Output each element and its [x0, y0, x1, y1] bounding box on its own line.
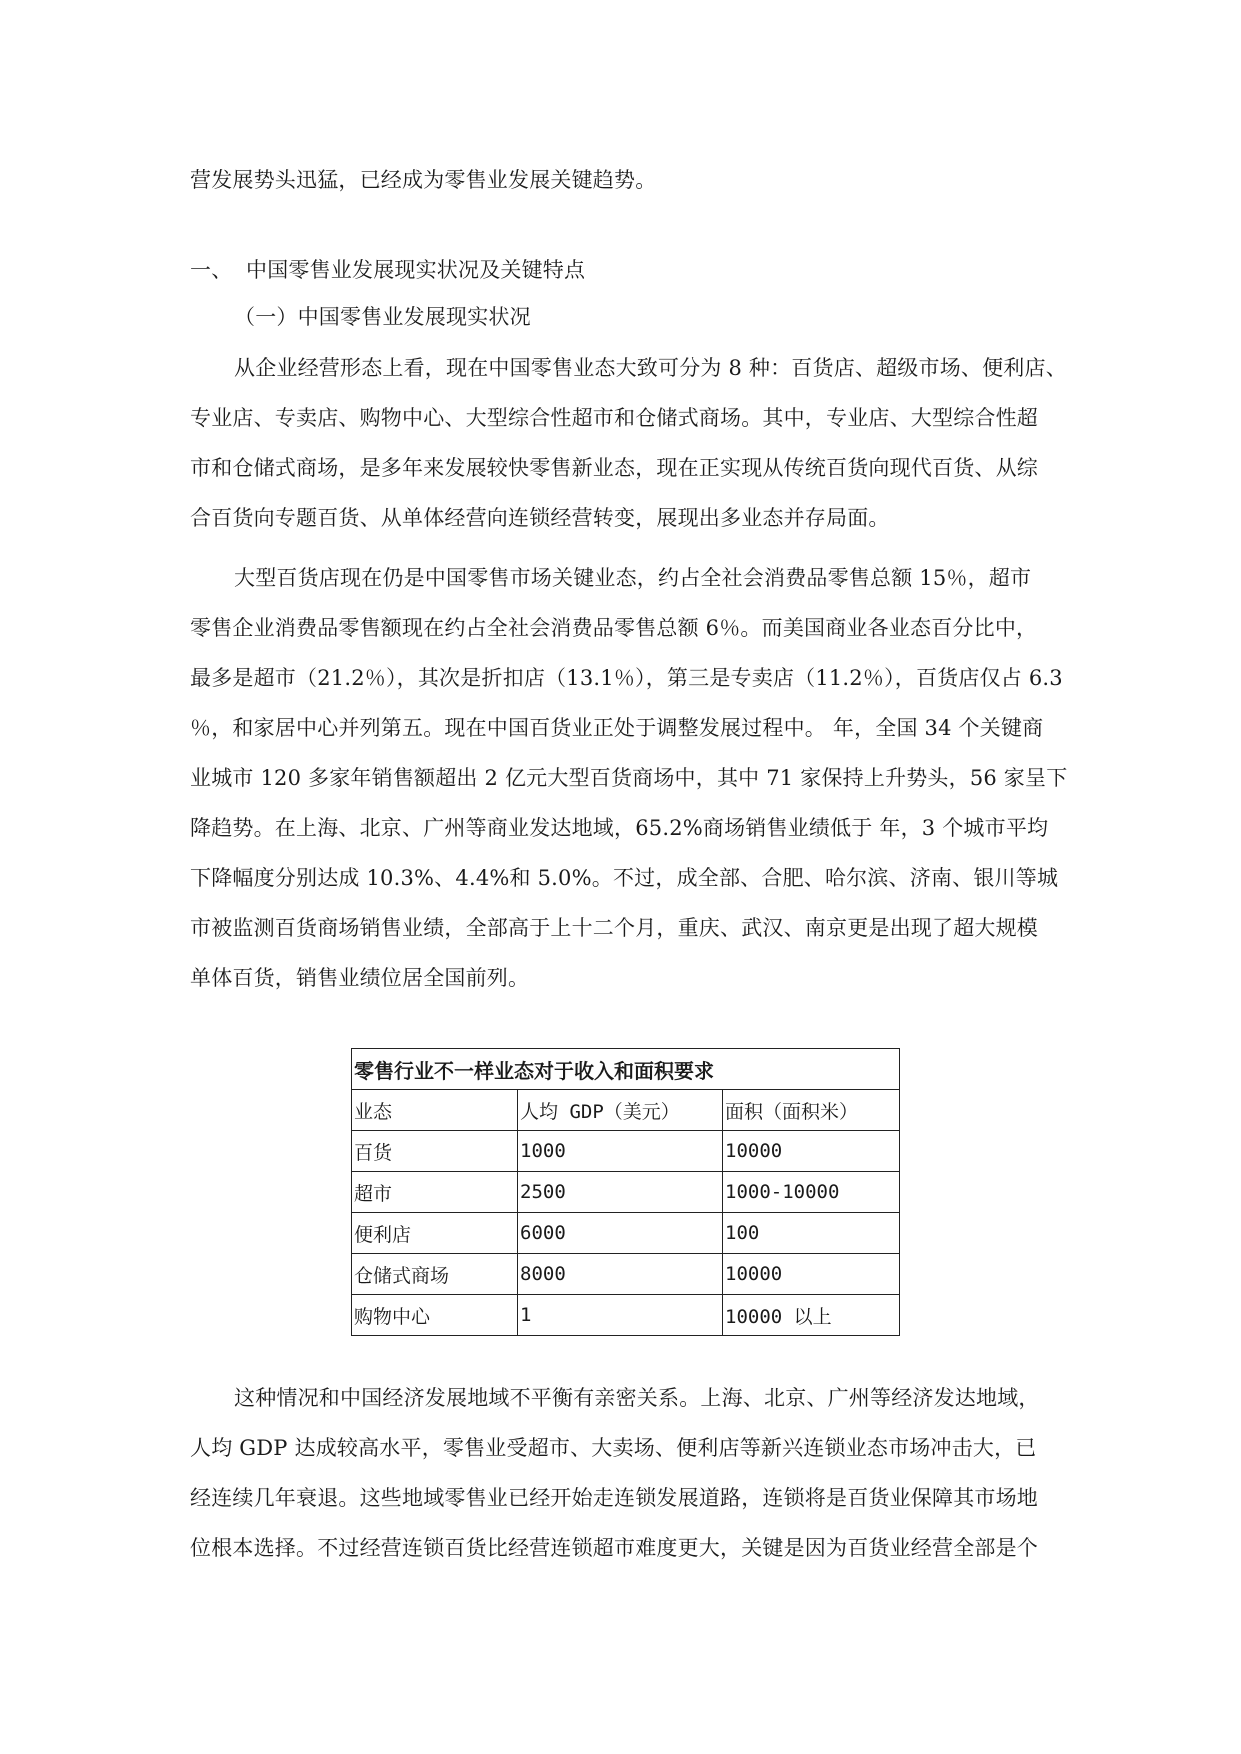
paragraph-line: 合百货向专题百货、从单体经营向连锁经营转变，展现出多业态并存局面。 — [190, 506, 890, 530]
table-cell: 1000 — [518, 1131, 723, 1172]
paragraph-line: 下降幅度分别达成 10.3%、4.4%和 5.0%。不过，成全部、合肥、哈尔滨、济南、银川等城 — [190, 866, 1059, 890]
table-header-row — [352, 1090, 900, 1131]
table-header: 业态 — [352, 1090, 518, 1131]
table-cell: 100 — [723, 1213, 900, 1254]
section-number: 一、 — [190, 258, 233, 282]
section-title: 中国零售业发展现实状况及关键特点 — [246, 258, 586, 282]
table-row — [352, 1295, 900, 1336]
table-cell: 购物中心 — [352, 1295, 518, 1336]
retail-format-table — [351, 1048, 899, 1336]
table-cell: 8000 — [518, 1254, 723, 1295]
table-cell: 10000 — [723, 1254, 900, 1295]
table-row — [352, 1172, 900, 1213]
paragraph-line: 零售企业消费品零售额现在约占全社会消费品零售总额 6％。而美国商业各业态百分比中， — [190, 616, 1038, 640]
table-row — [352, 1254, 900, 1295]
paragraph-line: 位根本选择。不过经营连锁百货比经营连锁超市难度更大，关键是因为百货业经营全部是个 — [190, 1536, 1038, 1560]
paragraph-line: 这种情况和中国经济发展地域不平衡有亲密关系。上海、北京、广州等经济发达地域， — [234, 1386, 1040, 1410]
paragraph-line: 专业店、专卖店、购物中心、大型综合性超市和仓储式商场。其中，专业店、大型综合性超 — [190, 406, 1038, 430]
table-header: 人均 GDP（美元） — [518, 1090, 723, 1131]
subsection-heading: （一）中国零售业发展现实状况 — [234, 305, 531, 329]
paragraph-line: ％，和家居中心并列第五。现在中国百货业正处于调整发展过程中。 年，全国 34 个关键商 — [190, 716, 1044, 740]
paragraph-line: 市被监测百货商场销售业绩，全部高于上十二个月，重庆、武汉、南京更是出现了超大规模 — [190, 916, 1038, 940]
paragraph-line: 业城市 120 多家年销售额超出 2 亿元大型百货商场中，其中 71 家保持上升势头，56 家呈下 — [190, 766, 1068, 790]
table-cell: 仓储式商场 — [352, 1254, 518, 1295]
table-cell: 超市 — [352, 1172, 518, 1213]
table-caption: 零售行业不一样业态对于收入和面积要求 — [352, 1049, 900, 1090]
paragraph-line: 营发展势头迅猛，已经成为零售业发展关键趋势。 — [190, 168, 657, 192]
section-heading — [190, 256, 585, 284]
table-cell: 百货 — [352, 1131, 518, 1172]
table-cell: 1000-10000 — [723, 1172, 900, 1213]
table-cell: 10000 以上 — [723, 1295, 900, 1336]
paragraph-line: 大型百货店现在仍是中国零售市场关键业态，约占全社会消费品零售总额 15％，超市 — [234, 566, 1032, 590]
table-cell: 1 — [518, 1295, 723, 1336]
paragraph-line: 最多是超市（21.2％），其次是折扣店（13.1％），第三是专卖店（11.2％），百货店仅占 6.3 — [190, 666, 1063, 690]
paragraph-line: 单体百货，销售业绩位居全国前列。 — [190, 966, 530, 990]
paragraph-line: 经连续几年衰退。这些地域零售业已经开始走连锁发展道路，连锁将是百货业保障其市场地 — [190, 1486, 1038, 1510]
table-row — [352, 1131, 900, 1172]
paragraph-line: 人均 GDP 达成较高水平，零售业受超市、大卖场、便利店等新兴连锁业态市场冲击大，已 — [190, 1436, 1037, 1460]
paragraph-line: 从企业经营形态上看，现在中国零售业态大致可分为 8 种：百货店、超级市场、便利店、 — [234, 356, 1067, 380]
table-cell: 2500 — [518, 1172, 723, 1213]
table-header: 面积（面积米） — [723, 1090, 900, 1131]
table-cell: 便利店 — [352, 1213, 518, 1254]
table-cell: 10000 — [723, 1131, 900, 1172]
paragraph-line: 降趋势。在上海、北京、广州等商业发达地域，65.2%商场销售业绩低于 年，3 个城市平均 — [190, 816, 1049, 840]
table-row — [352, 1213, 900, 1254]
paragraph-line: 市和仓储式商场，是多年来发展较快零售新业态，现在正实现从传统百货向现代百货、从综 — [190, 456, 1038, 480]
table-cell: 6000 — [518, 1213, 723, 1254]
